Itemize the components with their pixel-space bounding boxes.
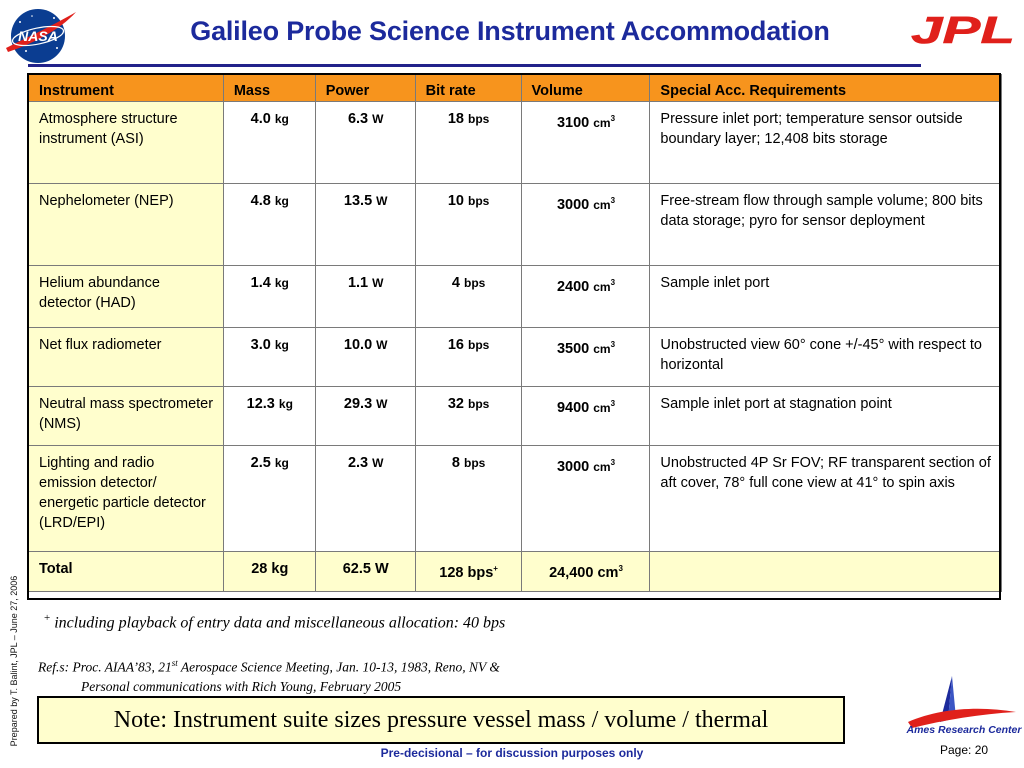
total-row [29, 552, 1002, 592]
mass-cell [223, 446, 315, 552]
bitrate-value: 32 [447, 396, 464, 412]
col-header-volume: Volume [521, 75, 650, 102]
mass-value: 2.5 [250, 455, 271, 471]
reference-line-1a: Ref.s: Proc. AIAA’83, 21 [38, 659, 172, 675]
table-row [29, 446, 1002, 552]
nasa-logo [2, 4, 80, 64]
col-header-mass: Mass [223, 75, 315, 102]
col-header-power: Power [315, 75, 415, 102]
mass-cell [223, 266, 315, 328]
volume-unit: cm [593, 279, 611, 294]
bitrate-cell [415, 102, 521, 184]
requirements-cell: Pressure inlet port; temperature sensor outside boundary layer; 12,408 bits storage [650, 102, 1002, 184]
instrument-name: Atmosphere structure instrument (ASI) [29, 102, 224, 184]
bitrate-value: 16 [447, 337, 464, 353]
volume-unit: cm [593, 197, 611, 212]
instrument-name: Helium abundance detector (HAD) [29, 266, 224, 328]
predecisional-footer: Pre-decisional – for discussion purposes only [380, 746, 644, 760]
volume-value: 2400 [556, 278, 590, 295]
instrument-name: Lighting and radio emission detector/ energetic particle detector (LRD/EPI) [29, 446, 224, 552]
reference-line-2: Personal communications with Rich Young, February 2005 [81, 678, 402, 694]
table-row [29, 102, 1002, 184]
volume-value: 3000 [556, 458, 590, 475]
mass-unit: kg [274, 338, 289, 352]
reference-ordinal: st [171, 658, 178, 668]
volume-exponent: 3 [610, 278, 616, 287]
total-power-cell [315, 552, 415, 592]
total-power-unit: W [375, 561, 389, 577]
power-value: 10.0 [343, 337, 373, 353]
volume-unit: cm [593, 459, 611, 474]
power-cell [315, 446, 415, 552]
nasa-wordmark: NASA [18, 28, 58, 44]
power-value: 6.3 [347, 111, 369, 127]
page-number: Page: 20 [940, 743, 989, 757]
total-bitrate-unit: bps [467, 564, 494, 581]
power-cell [315, 184, 415, 266]
total-bitrate-cell [415, 552, 521, 592]
mass-unit: kg [278, 397, 293, 411]
page-title: Galileo Probe Science Instrument Accommodation [190, 16, 830, 46]
mass-cell [223, 102, 315, 184]
instrument-name: Net flux radiometer [29, 328, 224, 387]
instrument-name: Nephelometer (NEP) [29, 184, 224, 266]
total-requirements-cell [650, 552, 1002, 592]
total-label: Total [29, 552, 224, 592]
power-unit: W [372, 276, 384, 290]
power-cell [315, 328, 415, 387]
bitrate-unit: bps [468, 194, 490, 208]
bitrate-cell [415, 328, 521, 387]
reference-line-1b: Aerospace Science Meeting, Jan. 10-13, 1983, Reno, NV & [177, 659, 500, 675]
power-cell [315, 387, 415, 446]
power-value: 1.1 [347, 275, 369, 291]
requirements-cell: Sample inlet port [650, 266, 1002, 328]
volume-cell [521, 184, 650, 266]
bitrate-value: 8 [451, 455, 460, 471]
volume-value: 3000 [556, 196, 590, 213]
power-unit: W [372, 112, 384, 126]
table-header-row [29, 75, 1002, 102]
table-row [29, 387, 1002, 446]
volume-value: 3500 [556, 340, 590, 357]
ames-wordmark: Ames Research Center [906, 724, 1022, 736]
volume-exponent: 3 [610, 114, 616, 123]
col-header-requirements: Special Acc. Requirements [650, 75, 1002, 102]
volume-unit: cm [593, 115, 611, 130]
requirements-cell: Unobstructed 4P Sr FOV; RF transparent section of aft cover, 78° full cone view at 41° to spin axis [650, 446, 1002, 552]
volume-exponent: 3 [610, 458, 616, 467]
total-mass-value: 28 [251, 561, 268, 577]
volume-cell [521, 102, 650, 184]
power-cell [315, 266, 415, 328]
volume-exponent: 3 [610, 399, 616, 408]
total-volume-unit: cm [597, 564, 619, 581]
volume-cell [521, 328, 650, 387]
bitrate-unit: bps [468, 397, 490, 411]
volume-cell [521, 266, 650, 328]
requirements-cell: Free-stream flow through sample volume; 800 bits data storage; pyro for sensor deployment [650, 184, 1002, 266]
volume-unit: cm [593, 341, 611, 356]
jpl-wordmark: JPL [911, 10, 1015, 50]
reference [38, 654, 500, 696]
total-mass-cell [223, 552, 315, 592]
volume-exponent: 3 [610, 340, 616, 349]
power-unit: W [376, 338, 388, 352]
mass-unit: kg [274, 194, 289, 208]
volume-exponent: 3 [610, 196, 616, 205]
bitrate-cell [415, 266, 521, 328]
power-unit: W [376, 194, 388, 208]
bitrate-unit: bps [468, 112, 490, 126]
mass-cell [223, 387, 315, 446]
bitrate-unit: bps [468, 338, 490, 352]
total-bitrate-mark: + [493, 564, 498, 573]
volume-value: 9400 [556, 399, 590, 416]
power-unit: W [376, 397, 388, 411]
table-row [29, 184, 1002, 266]
power-value: 2.3 [347, 455, 369, 471]
total-volume-cell [521, 552, 650, 592]
power-value: 29.3 [343, 396, 373, 412]
total-volume-exponent: 3 [618, 564, 623, 573]
mass-value: 3.0 [250, 337, 271, 353]
bitrate-value: 10 [447, 193, 464, 209]
requirements-cell: Unobstructed view 60° cone +/-45° with respect to horizontal [650, 328, 1002, 387]
preparer-credit: Prepared by T. Balint, JPL – June 27, 2006 [9, 575, 19, 747]
volume-cell [521, 387, 650, 446]
footnote-text: including playback of entry data and miscellaneous allocation: 40 bps [50, 614, 506, 632]
total-volume-value: 24,400 [549, 564, 594, 581]
note-box: Note: Instrument suite sizes pressure vessel mass / volume / thermal [37, 696, 845, 744]
bitrate-cell [415, 387, 521, 446]
col-header-instrument: Instrument [29, 75, 224, 102]
mass-value: 12.3 [246, 396, 275, 412]
footnote-mark: + [44, 612, 51, 624]
mass-value: 1.4 [250, 275, 271, 291]
bitrate-unit: bps [463, 276, 486, 290]
ames-logo [900, 672, 1024, 744]
table-row [29, 328, 1002, 387]
bitrate-value: 4 [451, 275, 460, 291]
power-cell [315, 102, 415, 184]
footnote [44, 612, 505, 632]
power-value: 13.5 [343, 193, 373, 209]
volume-value: 3100 [556, 114, 590, 131]
bitrate-cell [415, 184, 521, 266]
total-power-value: 62.5 [342, 561, 371, 577]
instrument-name: Neutral mass spectrometer (NMS) [29, 387, 224, 446]
mass-unit: kg [274, 276, 289, 290]
bitrate-cell [415, 446, 521, 552]
volume-unit: cm [593, 400, 611, 415]
volume-cell [521, 446, 650, 552]
power-unit: W [372, 456, 384, 470]
table-row [29, 266, 1002, 328]
col-header-bitrate: Bit rate [415, 75, 521, 102]
bitrate-unit: bps [463, 456, 486, 470]
mass-cell [223, 328, 315, 387]
total-bitrate-value: 128 [439, 564, 464, 581]
mass-unit: kg [274, 112, 289, 126]
title-underline [28, 64, 921, 67]
mass-value: 4.0 [250, 111, 271, 127]
mass-value: 4.8 [250, 193, 271, 209]
total-mass-unit: kg [271, 561, 289, 577]
mass-cell [223, 184, 315, 266]
mass-unit: kg [274, 456, 289, 470]
bitrate-value: 18 [447, 111, 464, 127]
requirements-cell: Sample inlet port at stagnation point [650, 387, 1002, 446]
instrument-table [28, 74, 1002, 592]
